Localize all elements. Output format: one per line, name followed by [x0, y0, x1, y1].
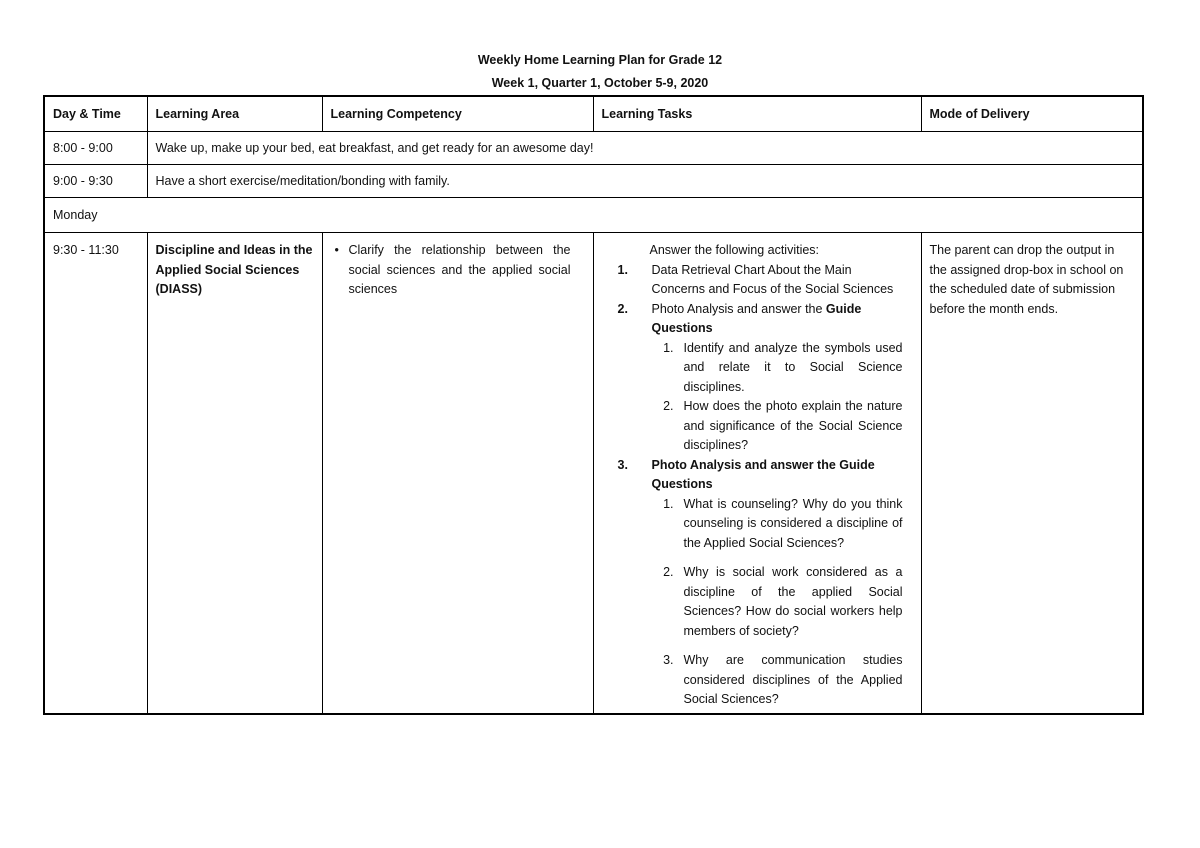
sub-number: 2.: [663, 399, 674, 413]
time-cell: 8:00 - 9:00: [44, 132, 147, 165]
time-cell: 9:00 - 9:30: [44, 165, 147, 198]
bullet-icon: •: [334, 243, 339, 257]
table-header-row: [44, 96, 1143, 132]
sub-text: What is counseling? Why do you think counseling is considered a discipline of the Applied Social Sciences?: [683, 496, 903, 550]
page-subtitle: Week 1, Quarter 1, October 5-9, 2020: [491, 76, 709, 90]
task-text: Data Retrieval Chart About the Main Concerns and Focus of the Social Sciences: [651, 262, 894, 296]
task-item: [602, 300, 913, 339]
task-number: 1.: [617, 262, 628, 277]
task-text-bold: Guide Questions: [651, 301, 862, 335]
competency-text: Clarify the relationship between the social sciences and the applied social sciences: [348, 243, 571, 296]
sub-question: [602, 651, 913, 710]
sub-question: [602, 397, 913, 456]
table-row: [44, 132, 1143, 165]
learning-area-cell: Discipline and Ideas in the Applied Social Sciences (DIASS): [147, 233, 322, 715]
sub-number: 1.: [663, 340, 674, 355]
column-header: Learning Competency: [322, 96, 593, 132]
table-row: [44, 233, 1143, 715]
time-cell: 9:30 - 11:30: [44, 233, 147, 715]
activity-cell: Have a short exercise/meditation/bonding with family.: [147, 165, 1143, 198]
task-item: [602, 456, 913, 495]
day-label: Monday: [44, 198, 1143, 233]
sub-text: How does the photo explain the nature and significance of the Social Science disciplines?: [683, 399, 903, 452]
mode-of-delivery-cell: The parent can drop the output in the assigned drop-box in school on the scheduled date of submission before the month ends.: [921, 233, 1143, 715]
competency-cell: [322, 233, 593, 715]
tasks-intro: Answer the following activities:: [649, 243, 820, 257]
sub-question: [602, 495, 913, 554]
tasks-cell: [593, 233, 921, 715]
sub-number: 1.: [663, 496, 674, 511]
sub-text: Identify and analyze the symbols used and relate it to Social Science disciplines.: [683, 340, 903, 394]
sub-text: Why is social work considered as a discipline of the applied Social Sciences? How do social workers help members of society?: [683, 565, 903, 638]
task-text: [652, 300, 913, 339]
task-item: [602, 261, 913, 300]
task-text: Photo Analysis and answer the Guide Questions: [651, 457, 875, 491]
sub-text: Why are communication studies considered disciplines of the Applied Social Sciences?: [683, 653, 903, 706]
column-header: Day & Time: [44, 96, 147, 132]
sub-number: 2.: [663, 565, 674, 579]
task-number: 2.: [617, 301, 628, 316]
column-header: Mode of Delivery: [921, 96, 1143, 132]
sub-question: [602, 563, 913, 641]
table-row: [44, 165, 1143, 198]
activity-cell: Wake up, make up your bed, eat breakfast, and get ready for an awesome day!: [147, 132, 1143, 165]
task-number: 3.: [617, 457, 628, 472]
sub-question: [602, 339, 913, 398]
page-title: Weekly Home Learning Plan for Grade 12: [477, 53, 723, 67]
task-text-plain: Photo Analysis and answer the: [651, 301, 826, 316]
day-row: [44, 198, 1143, 233]
learning-plan-table: [43, 95, 1144, 715]
column-header: Learning Tasks: [593, 96, 921, 132]
column-header: Learning Area: [147, 96, 322, 132]
sub-number: 3.: [663, 653, 674, 667]
